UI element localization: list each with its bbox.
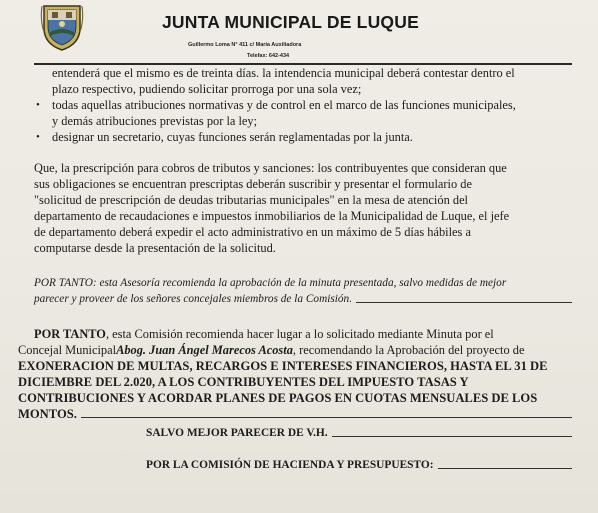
paragraph-line [34, 177, 572, 192]
list-item-text: y demás atribuciones previstas por la ley; [52, 114, 258, 128]
paragraph-text: computarse desde la presentación de la solicitud. [34, 241, 276, 255]
comision-text: , esta Comisión recomienda hacer lugar a lo solicitado mediante Minuta por el [105, 327, 494, 341]
comision-bold-line [18, 407, 572, 422]
comision-text: , recomendando la Aprobación del proyecto de [292, 343, 525, 357]
list-item [52, 98, 572, 113]
bullet-icon: • [36, 131, 40, 143]
list-item [52, 114, 572, 129]
municipal-coat-of-arms-logo [40, 2, 84, 52]
header-address: Guillermo Loma N° 411 c/ María Auxiliadora [188, 42, 302, 48]
signature-dash-line [438, 458, 572, 469]
comision-recommendation-line [18, 343, 572, 358]
signature-dash-line [332, 426, 572, 437]
header-divider [34, 63, 572, 65]
header-phone: Telefax: 642-434 [247, 53, 290, 59]
asesoria-recommendation-line [34, 276, 572, 291]
signature-dash-line [356, 292, 572, 303]
closing-comision-line [146, 458, 572, 473]
paragraph-line [34, 241, 572, 256]
paragraph-text: sus obligaciones se encuentran prescriptas deberán suscribir y presentar el formulario de [34, 177, 472, 191]
list-item-text: todas aquellas atribuciones normativas y de control en el marco de las funciones municipales, [52, 98, 516, 112]
text-line [52, 82, 572, 97]
bullet-icon: • [36, 99, 40, 111]
concejal-name: Abog. Juan Ángel Marecos Acosta [116, 343, 293, 357]
text-line-content: entenderá que el mismo es de treinta días. la intendencia municipal deberá contestar dentro el [52, 66, 515, 80]
closing-comision-text: POR LA COMISIÓN DE HACIENDA Y PRESUPUESTO: [146, 459, 434, 471]
list-item [52, 130, 572, 145]
comision-bold-text: DICIEMBRE DEL 2.020, A LOS CONTRIBUYENTES DEL IMPUESTO TASAS Y [18, 375, 469, 389]
comision-recommendation-line [34, 327, 572, 342]
comision-bold-line [18, 375, 572, 390]
asesoria-recommendation-line [34, 292, 572, 307]
list-item-text: designar un secretario, cuyas funciones serán reglamentadas por la junta. [52, 130, 413, 144]
text-line-content: plazo respectivo, pudiendo solicitar prorroga por una sola vez; [52, 82, 362, 96]
paragraph-line [34, 193, 572, 208]
paragraph-text: departamento de recaudaciones e impuestos inmobiliarios de la Municipalidad de Luque, el jefe [34, 209, 510, 223]
por-tanto-label: POR TANTO [34, 327, 106, 341]
paragraph-line [34, 209, 572, 224]
paragraph-line [34, 161, 572, 176]
page-title: JUNTA MUNICIPAL DE LUQUE [162, 12, 419, 32]
paragraph-text: de departamento deberá expedir el acto administrativo en un máximo de 5 días hábiles a [34, 225, 471, 239]
asesoria-text: POR TANTO: esta Asesoría recomienda la aprobación de la minuta presentada, salvo medidas de mejor [34, 277, 507, 289]
comision-bold-line [18, 359, 572, 374]
comision-bold-text: MONTOS. [18, 407, 77, 421]
comision-bold-text: CONTRIBUCIONES Y ACORDAR PLANES DE PAGOS EN CUOTAS MENSUALES DE LOS [18, 391, 538, 405]
comision-bold-line [18, 391, 572, 406]
comision-text: Concejal Municipal [18, 343, 117, 357]
text-line [52, 66, 572, 81]
closing-salvo-line [146, 426, 572, 441]
closing-salvo-text: SALVO MEJOR PARECER DE V.H. [146, 427, 328, 439]
asesoria-text: parecer y proveer de los señores concejales miembros de la Comisión. [34, 293, 353, 305]
paragraph-line [34, 225, 572, 240]
paragraph-text: "solicitud de prescripción de deudas tributarias municipales" en la mesa de atención del [34, 193, 469, 207]
comision-bold-text: EXONERACION DE MULTAS, RECARGOS E INTERESES FINANCIEROS, HASTA EL 31 DE [18, 359, 548, 373]
signature-dash-line [81, 407, 572, 418]
paragraph-text: Que, la prescripción para cobros de tributos y sanciones: los contribuyentes que consideran que [34, 161, 507, 175]
